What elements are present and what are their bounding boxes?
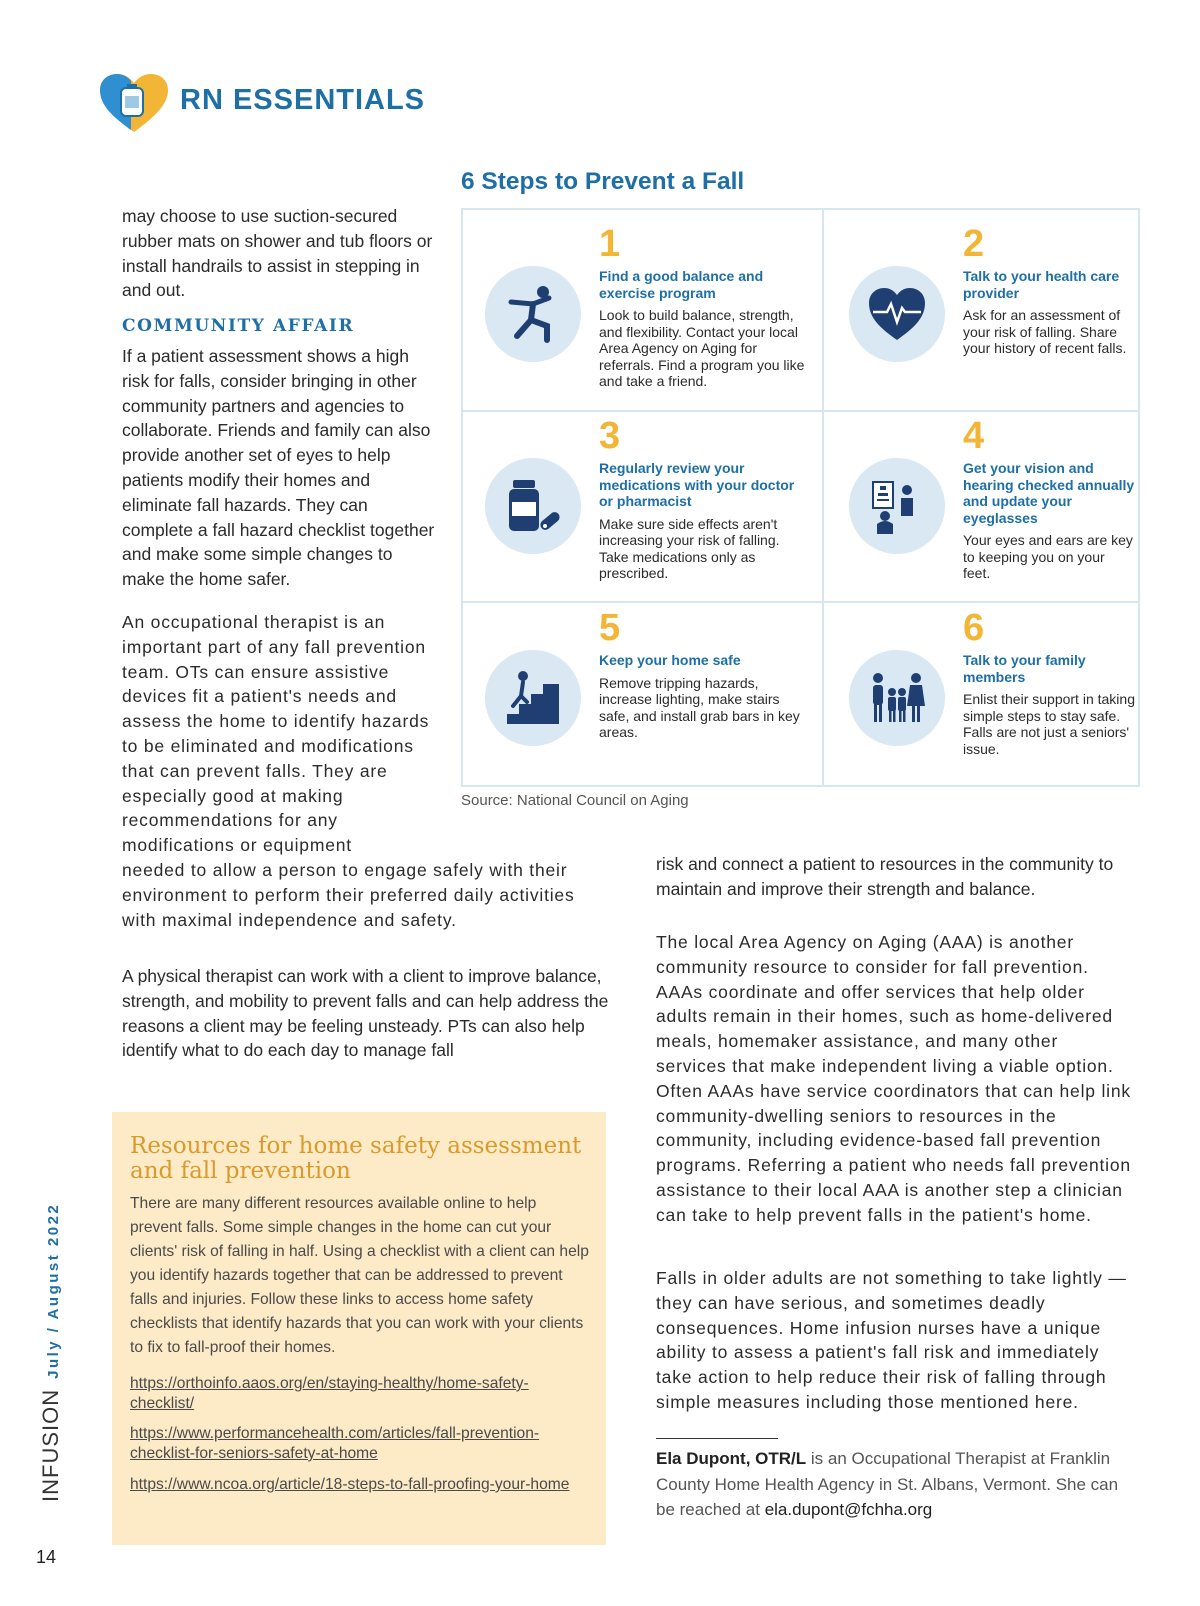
- author-bio: [656, 1446, 1136, 1523]
- shield-heart-icon: [98, 72, 170, 134]
- step-1-number: 1: [599, 223, 621, 265]
- step-4-icon-circle: [849, 458, 945, 554]
- magazine-name: INFUSION: [38, 1388, 63, 1502]
- pt-paragraph: A physical therapist can work with a client to improve balance, strength, and mobility to prevent falls and can help address the reasons a client may be feeling unsteady. PTs can also help identify what to do each day to manage fall: [122, 966, 609, 1061]
- heart-icon: [867, 286, 927, 342]
- step-5-heading: Keep your home safe: [599, 652, 741, 668]
- author-name: Ela Dupont, OTR/L: [656, 1449, 807, 1468]
- resources-box-body: There are many different resources available online to help prevent falls. Some simple changes in the home can cut your clients' risk of falling in half. Using a checklist with a client can help you identify hazards together that can be addressed to prevent falls and injuries. Follow these links to access home safety checklists that identify hazards that you can work with your clients to fix to fall-proof their homes.: [130, 1195, 589, 1356]
- medication-icon: [503, 476, 563, 536]
- step-2: [963, 224, 1135, 357]
- page-number: 14: [36, 1547, 57, 1567]
- author-bio-text: is an Occupational Therapist at Franklin County Home Health Agency in St. Albans, Vermont. She can be reached at: [656, 1449, 1119, 1519]
- step-2-heading: Talk to your health care provider: [963, 268, 1120, 301]
- running-head: [38, 1203, 64, 1502]
- step-3: [599, 416, 811, 582]
- step-2-icon-circle: [849, 266, 945, 362]
- subheading-community-affair: COMMUNITY AFFAIR: [122, 316, 355, 336]
- step-2-number: 2: [963, 223, 985, 265]
- exercise-icon: [503, 284, 563, 344]
- step-6: [963, 608, 1135, 757]
- step-3-heading: Regularly review your medications with your doctor or pharmacist: [599, 460, 795, 509]
- resources-box-title: Resources for home safety assessment and fall prevention: [130, 1133, 582, 1184]
- infographic-grid: [461, 208, 1140, 787]
- step-6-icon-circle: [849, 650, 945, 746]
- right-paragraph-1: risk and connect a patient to resources in the community to maintain and improve their strength and balance.: [656, 854, 1114, 899]
- resource-link-aaos[interactable]: https://orthoinfo.aaos.org/en/staying-healthy/home-safety-checklist/: [130, 1375, 529, 1412]
- step-2-body: Ask for an assessment of your risk of falling. Share your history of recent falls.: [963, 307, 1127, 356]
- step-1-body: Look to build balance, strength, and flexibility. Contact your local Area Agency on Aging for referrals. Find a program you like and take a friend.: [599, 307, 805, 389]
- ot-paragraph: An occupational therapist is an important part of any fall prevention team. OTs can ensure assistive devices fit a patient's needs and assess the home to identify hazards to be eliminated and modifications that can prevent falls. They are especially good at making recommendations for any modifications or equipment: [122, 612, 430, 856]
- step-4-number: 4: [963, 415, 985, 457]
- step-6-number: 6: [963, 607, 985, 649]
- logo: [98, 72, 170, 134]
- section-title: RN ESSENTIALS: [180, 84, 426, 116]
- ot-paragraph-continued: needed to allow a person to engage safely with their environment to perform their preferred daily activities with maximal independence and safety.: [122, 860, 575, 930]
- author-divider: [656, 1438, 778, 1439]
- step-3-icon-circle: [485, 458, 581, 554]
- step-4-body: Your eyes and ears are key to keeping you on your feet.: [963, 532, 1133, 581]
- stairs-icon: [503, 668, 563, 728]
- step-6-body: Enlist their support in taking simple steps to stay safe. Falls are not just a seniors' issue.: [963, 691, 1135, 757]
- step-1-heading: Find a good balance and exercise program: [599, 268, 764, 301]
- community-paragraph: If a patient assessment shows a high risk for falls, consider bringing in other community partners and agencies to collaborate. Friends and family can also provide another set of eyes to help patients modify their homes and eliminate fall hazards. They can complete a fall hazard checklist together and make some simple changes to make the home safer.: [122, 346, 435, 590]
- step-4: [963, 416, 1135, 582]
- issue-date: July / August 2022: [45, 1202, 62, 1379]
- eye-chart-icon: [867, 476, 927, 536]
- step-4-heading: Get your vision and hearing checked annually and update your eyeglasses: [963, 460, 1135, 526]
- step-5-body: Remove tripping hazards, increase lighting, make stairs safe, and install grab bars in key areas.: [599, 674, 800, 740]
- step-5: [599, 608, 811, 741]
- step-3-body: Make sure side effects aren't increasing your risk of falling. Take medications only as prescribed.: [599, 515, 780, 581]
- family-icon: [862, 670, 932, 726]
- step-1-icon-circle: [485, 266, 581, 362]
- step-6-heading: Talk to your family members: [963, 652, 1086, 685]
- right-paragraph-3: Falls in older adults are not something to take lightly —they can have serious, and sometimes deadly consequences. Home infusion nurses have a unique ability to assess a patient's fall risk and immediately take action to help reduce their risk of falling through simple measures including those mentioned here.: [656, 1268, 1127, 1412]
- step-3-number: 3: [599, 415, 621, 457]
- step-1: [599, 224, 811, 390]
- infographic-source: Source: National Council on Aging: [461, 792, 689, 809]
- step-5-icon-circle: [485, 650, 581, 746]
- infographic-title: 6 Steps to Prevent a Fall: [461, 168, 745, 195]
- right-paragraph-2: The local Area Agency on Aging (AAA) is another community resource to consider for fall prevention. AAAs coordinate and offer services that help older adults remain in their homes, such as home-delivered meals, homemaker assistance, and many other services that make independent living a viable option. Often AAAs have service coordinators that can help link community-dwelling seniors to resources in the community, including evidence-based fall prevention programs. Referring a patient who needs fall prevention assistance to their local AAA is another step a clinician can take to help prevent falls in the patient's home.: [656, 932, 1131, 1225]
- resource-link-performancehealth[interactable]: https://www.performancehealth.com/articles/fall-prevention-checklist-for-seniors-safety-at-home: [130, 1425, 540, 1462]
- author-email[interactable]: ela.dupont@fchha.org: [764, 1500, 933, 1519]
- step-5-number: 5: [599, 607, 621, 649]
- intro-paragraph: may choose to use suction-secured rubber mats on shower and tub floors or install handrails to assist in stepping in and out.: [122, 206, 433, 301]
- resource-link-ncoa[interactable]: https://www.ncoa.org/article/18-steps-to-fall-proofing-your-home: [130, 1476, 570, 1493]
